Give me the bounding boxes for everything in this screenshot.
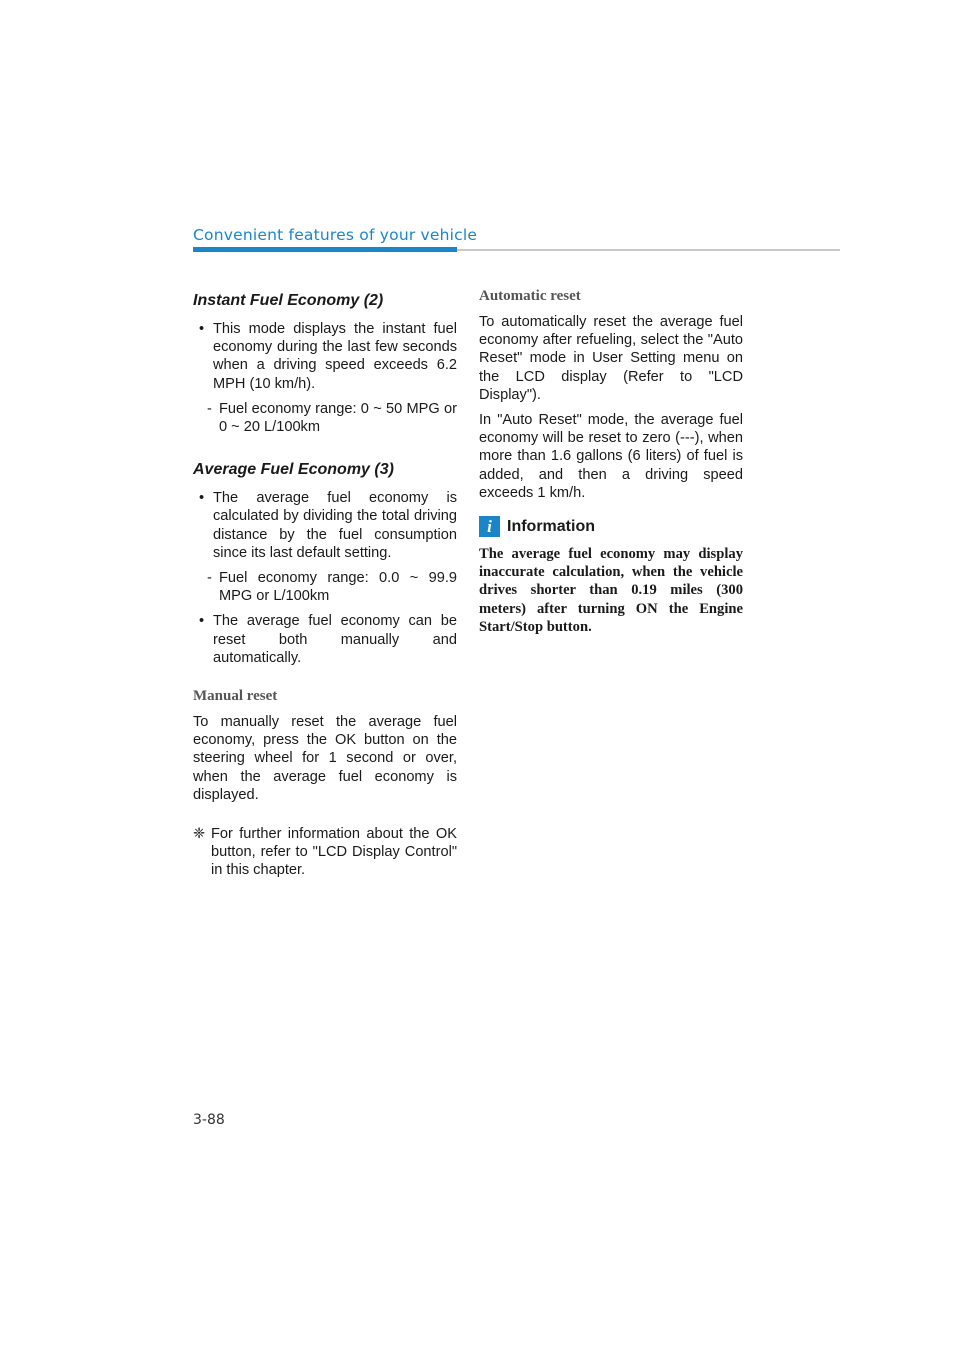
average-bullet-text: The average fuel economy is calculated by dividing the total driving distance by the fuel consumption since its last default setting. bbox=[213, 490, 457, 561]
automatic-reset-heading: Automatic reset bbox=[479, 288, 581, 304]
page-number: 3-88 bbox=[193, 1112, 225, 1128]
bullet-icon: • bbox=[199, 613, 205, 630]
note-text: For further information about the OK button, refer to "LCD Display Control" in this chapter. bbox=[211, 826, 457, 879]
list-item bbox=[193, 612, 457, 667]
sub-list-item bbox=[193, 569, 457, 605]
section-title: Convenient features of your vehicle bbox=[193, 226, 478, 244]
instant-bullet-text: This mode displays the instant fuel economy during the last few seconds when a driving speed exceeds 6.2 MPH (10 km/h). bbox=[213, 321, 457, 392]
bullet-icon: • bbox=[199, 490, 205, 507]
list-item bbox=[193, 320, 457, 393]
header-accent-bar bbox=[193, 247, 457, 252]
average-fuel-economy-heading: Average Fuel Economy (3) bbox=[193, 461, 394, 479]
information-header bbox=[479, 516, 743, 537]
average-range-text: Fuel economy range: 0.0 ~ 99.9 MPG or L/100km bbox=[219, 570, 457, 605]
information-title: Information bbox=[507, 517, 595, 535]
instant-range-text: Fuel economy range: 0 ~ 50 MPG or 0 ~ 20 L/100km bbox=[219, 400, 457, 436]
automatic-reset-para-2: In "Auto Reset" mode, the average fuel economy will be reset to zero (---), when more than 1.6 gallons (6 liters) of fuel is added, and then a driving speed exceeds 1 km/h. bbox=[479, 412, 743, 501]
dash-icon: - bbox=[207, 570, 212, 587]
sub-list-item bbox=[193, 400, 457, 436]
note-symbol-icon: ❈ bbox=[193, 826, 206, 843]
reference-note bbox=[193, 825, 457, 880]
header-rule bbox=[457, 249, 840, 251]
instant-fuel-economy-heading: Instant Fuel Economy (2) bbox=[193, 292, 384, 309]
automatic-reset-para-1: To automatically reset the average fuel economy after refueling, select the "Auto Reset" mode in User Setting menu on the LCD display (Refer to "LCD Display"). bbox=[479, 314, 743, 403]
manual-reset-heading: Manual reset bbox=[193, 688, 278, 705]
dash-icon: - bbox=[207, 400, 212, 417]
left-column bbox=[193, 288, 457, 880]
list-item bbox=[193, 489, 457, 562]
info-icon: i bbox=[479, 516, 500, 537]
manual-reset-text: To manually reset the average fuel economy, press the OK button on the steering wheel for 1 second or over, when the average fuel economy is displayed. bbox=[193, 714, 457, 803]
average-reset-bullet-text: The average fuel economy can be reset both manually and automatically. bbox=[213, 613, 457, 666]
bullet-icon: • bbox=[199, 321, 205, 337]
information-text: The average fuel economy may display inaccurate calculation, when the vehicle drives shorter than 0.19 miles (300 meters) after turning ON the Engine Start/Stop button. bbox=[479, 546, 743, 635]
right-column bbox=[479, 288, 743, 636]
